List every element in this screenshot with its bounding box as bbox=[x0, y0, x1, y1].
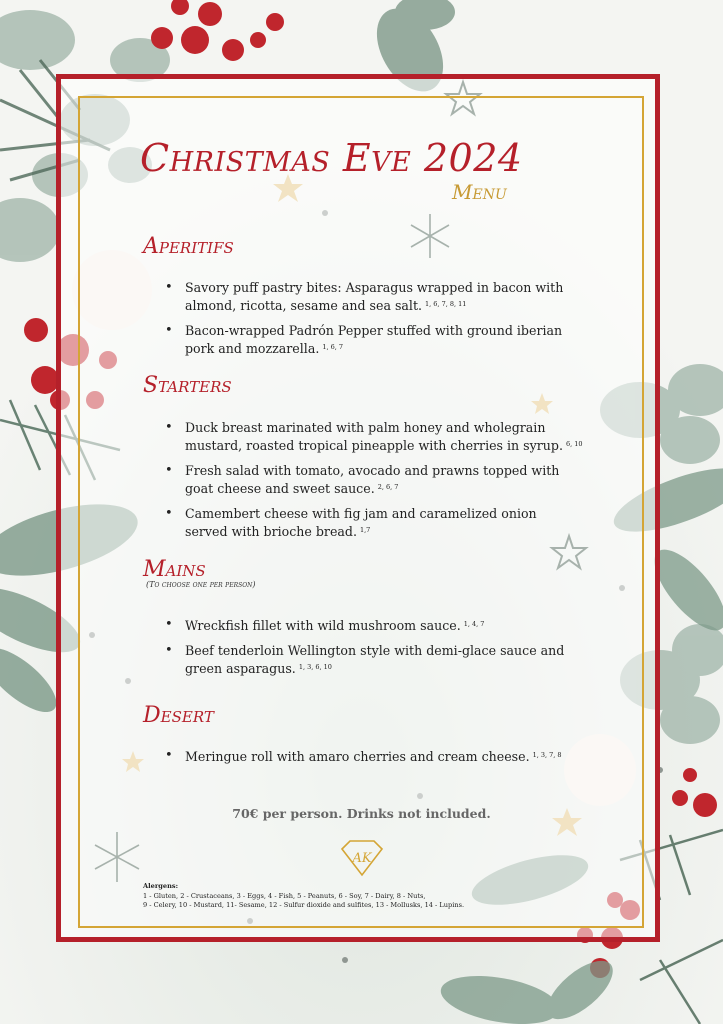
aperitifs-list bbox=[163, 279, 583, 365]
mains-note: (To choose one per person) bbox=[146, 580, 256, 589]
section-title-desert: Desert bbox=[143, 703, 214, 728]
allergens-legend bbox=[143, 882, 563, 911]
list-item: • Savory puff pastry bites: Asparagus wrapped in bacon with almond, ricotta, sesame and sea salt. $^{1, 6, 7, 8, 11}$ bbox=[163, 279, 583, 314]
list-item: • Bacon-wrapped Padrón Pepper stuffed with ground iberian pork and mozzarella. $^{1, 6, 7}$ bbox=[163, 322, 583, 357]
menu-title: Christmas Eve 2024 bbox=[140, 136, 523, 180]
list-item: • Meringue roll with amaro cherries and cream cheese. $^{1, 3, 7, 8}$ bbox=[163, 747, 583, 765]
price-note: 70€ per person. Drinks not included. bbox=[232, 806, 491, 821]
ak-logo-icon bbox=[338, 839, 386, 877]
desert-list bbox=[163, 747, 583, 773]
list-item: • Wreckfish fillet with wild mushroom sauce. $^{1, 4, 7}$ bbox=[163, 616, 583, 634]
section-title-aperitifs: Aperitifs bbox=[143, 234, 234, 259]
list-item: • Camembert cheese with fig jam and caramelized onion served with brioche bread. $^{1,7}$ bbox=[163, 505, 583, 540]
section-title-mains: Mains bbox=[143, 557, 206, 582]
menu-subtitle: Menu bbox=[452, 180, 507, 204]
list-item: • Beef tenderloin Wellington style with demi-glace sauce and green asparagus. $^{1, 3, 6, 10}$ bbox=[163, 642, 583, 677]
allergens-line-1: 1 - Gluten, 2 - Crustaceans, 3 - Eggs, 4 - Fish, 5 - Peanuts, 6 - Soy, 7 - Dairy, 8 - Nuts, bbox=[143, 891, 426, 900]
allergens-line-2: 9 - Celery, 10 - Mustard, 11- Sesame, 12 - Sulfur dioxide and sulfites, 13 - Mollusks, 14 - Lupins. bbox=[143, 901, 465, 909]
list-item: • Fresh salad with tomato, avocado and prawns topped with goat cheese and sweet sauce. $^{2, 6, 7}$ bbox=[163, 462, 583, 497]
mains-list bbox=[163, 616, 583, 685]
section-title-starters: Starters bbox=[143, 373, 232, 398]
allergens-heading: Alergens: bbox=[143, 882, 179, 890]
list-item: • Duck breast marinated with palm honey and wholegrain mustard, roasted tropical pineapple with cherries in syrup. $^{6, 10}$ bbox=[163, 419, 583, 454]
starters-list bbox=[163, 419, 583, 548]
logo-text: AK bbox=[352, 851, 372, 866]
